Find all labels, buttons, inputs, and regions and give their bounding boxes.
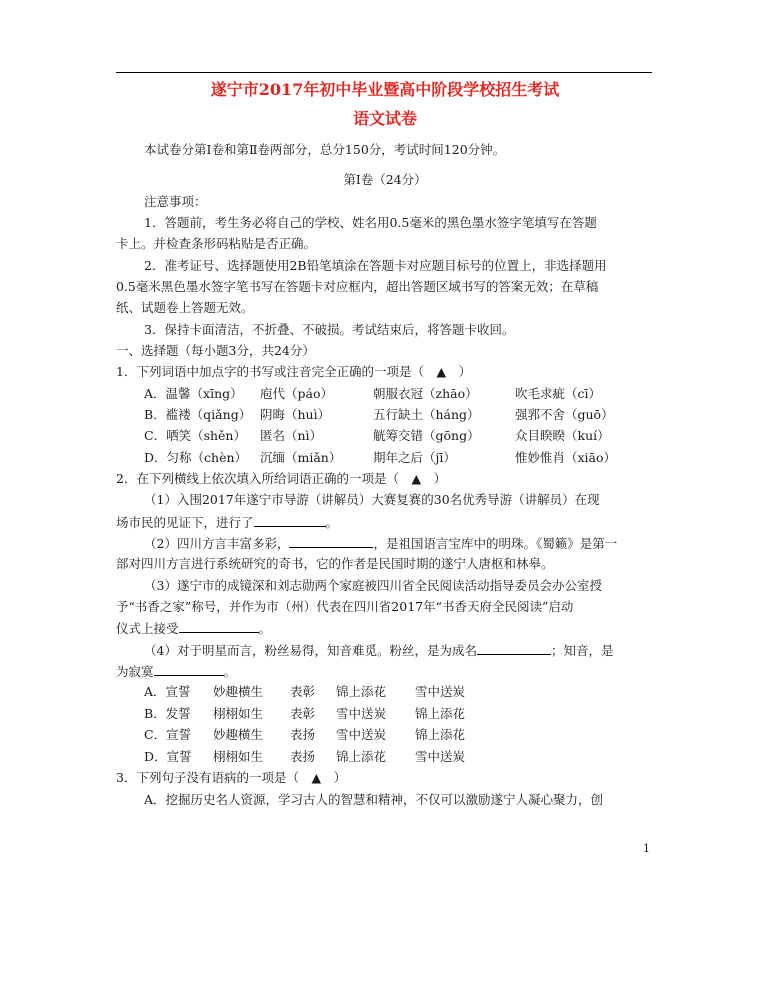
q1-d-3: 期年之后（jī） [373,450,456,465]
q1-b-1: B．褴褛（qiǎng） [144,407,252,422]
q2-c-5: 锦上添花 [415,727,466,742]
q2-c-2: 妙趣横生 [213,727,264,742]
q1-c-2: 匿名（nì） [260,428,323,443]
header-rule [116,72,652,73]
part1-title: 第Ⅰ卷（24分） [343,172,427,187]
q3-option-a: A．挖掘历史名人资源，学习古人的智慧和精神，不仅可以激励遂宁人凝心聚力，创 [144,792,604,807]
q2-b-3: 表彰 [290,706,316,721]
q2-s4-line-2 [116,663,236,680]
page-number: 1 [643,842,650,855]
q2-s1-line-1: （1）入围2017年遂宁市导游（讲解员）大赛复赛的30名优秀导游（讲解员）在现 [144,492,600,507]
q2-stem: 2．在下列横线上依次填入所给词语正确的一项是（ ▲ ） [116,471,447,486]
q1-d-1: D．匀称（chèn） [144,450,248,465]
q2-s2-text: （2）四川方言丰富多彩， [144,536,290,551]
note-2-line-2: 0.5毫米黑色墨水签字笔书写在答题卡对应框内，超出答题区域书写的答案无效；在草稿 [116,279,599,294]
q2-a-3: 表彰 [290,684,316,699]
q2-a-4: 锦上添花 [336,684,387,699]
q2-s2-line-2: 部对四川方言进行系统研究的奇书，它的作者是民国时期的遂宁人唐枢和林皋。 [116,556,554,571]
note-2-line-1: 2．准考证号、选择题使用2B铅笔填涂在答题卡对应题目标号的位置上，非选择题用 [144,258,607,273]
q3-stem: 3．下列句子没有语病的一项是（ ▲ ） [116,770,347,785]
q2-s4-text-2: 为寂寞 [116,664,154,679]
q1-d-2: 沉缅（miǎn） [260,450,342,465]
note-1-line-1: 1．答题前，考生务必将自己的学校、姓名用0.5毫米的黑色墨水签字笔填写在答题 [144,215,597,230]
q2-s1-text: 场市民的见证下，进行了 [116,515,254,530]
q2-blank-5[interactable] [154,663,224,676]
notes-heading: 注意事项： [144,194,207,209]
intro-text: 本试卷分第Ⅰ卷和第Ⅱ卷两部分，总分150分，考试时间120分钟。 [144,142,506,157]
q1-stem: 1．下列词语中加点字的书写或注音完全正确的一项是（ ▲ ） [116,364,472,379]
note-3: 3．保持卡面清洁，不折叠、不破损。考试结束后，将答题卡收回。 [144,322,515,337]
q1-a-2: 庖代（páo） [260,386,333,401]
q2-b-2: 栩栩如生 [213,706,264,721]
q2-s4-line-1 [144,642,613,659]
q2-a-1: A．宣誓 [144,684,191,699]
q2-blank-4[interactable] [477,642,551,655]
q1-b-4: 强郛不舍（guō） [515,407,614,422]
q1-a-1: A．温馨（xīng） [144,386,243,401]
q1-c-1: C．哂笑（shěn） [144,428,246,443]
q2-s4-text: （4）对于明星而言，粉丝易得，知音难觅。粉丝，是为成名 [144,643,477,658]
q2-s3-line-1: （3）遂宁市的成镜深和刘志勋两个家庭被四川省全民阅读活动指导委员会办公室授 [144,578,602,593]
q2-c-1: C．宣誓 [144,727,192,742]
q2-blank-2[interactable] [289,535,373,548]
q2-s3-text: 仪式上接受 [116,621,179,636]
q2-s3-end: 。 [258,621,272,636]
q2-b-5: 锦上添花 [415,706,466,721]
q2-d-5: 雪中送炭 [415,749,466,764]
q2-s1-end: 。 [325,515,339,530]
q1-c-3: 觥筹交错（gōng） [373,428,480,443]
q1-d-4: 惟妙惟肖（xiāo） [515,450,617,465]
q2-a-5: 雪中送炭 [415,684,466,699]
q2-c-4: 雪中送炭 [336,727,387,742]
exam-subtitle: 语文试卷 [352,109,417,128]
q2-d-4: 锦上添花 [336,749,387,764]
q2-s2-line-1 [144,535,617,552]
q2-a-2: 妙趣横生 [213,684,264,699]
section-1-heading: 一、选择题（每小题3分，共24分） [116,343,315,358]
q2-s2-rest: ，是祖国语言宝库中的明珠。《蜀籁》是第一 [373,536,618,551]
q2-blank-1[interactable] [254,514,326,527]
q2-d-2: 栩栩如生 [213,749,264,764]
q2-s4-end: 。 [223,664,237,679]
q1-b-2: 阴晦（huì） [260,407,331,422]
note-1-line-2: 卡上。并检查条形码粘贴是否正确。 [116,236,317,251]
q2-d-1: D．宣誓 [144,749,192,764]
note-2-line-3: 纸、试题卷上答题无效。 [116,300,254,315]
exam-title: 遂宁市2017年初中毕业暨高中阶段学校招生考试 [210,80,560,99]
q2-b-4: 雪中送炭 [336,706,387,721]
q1-a-4: 吹毛求疵（cī） [515,386,601,401]
q2-s1-line-2 [116,514,338,531]
q2-c-3: 表扬 [290,727,316,742]
q2-b-1: B．发誓 [144,706,191,721]
q1-a-3: 朝服衣冠（zhāo） [373,386,478,401]
q2-s3-line-2: 予“书香之家”称号，并作为市（州）代表在四川省2017年“书香天府全民阅读”启动 [116,599,574,614]
q2-s3-line-3 [116,620,271,637]
q1-c-4: 众目睽睽（kuí） [515,428,610,443]
q2-d-3: 表扬 [290,749,316,764]
q1-b-3: 五行缺土（háng） [373,407,480,422]
q2-s4-rest: ；知音，是 [550,643,614,658]
q2-blank-3[interactable] [179,620,259,633]
